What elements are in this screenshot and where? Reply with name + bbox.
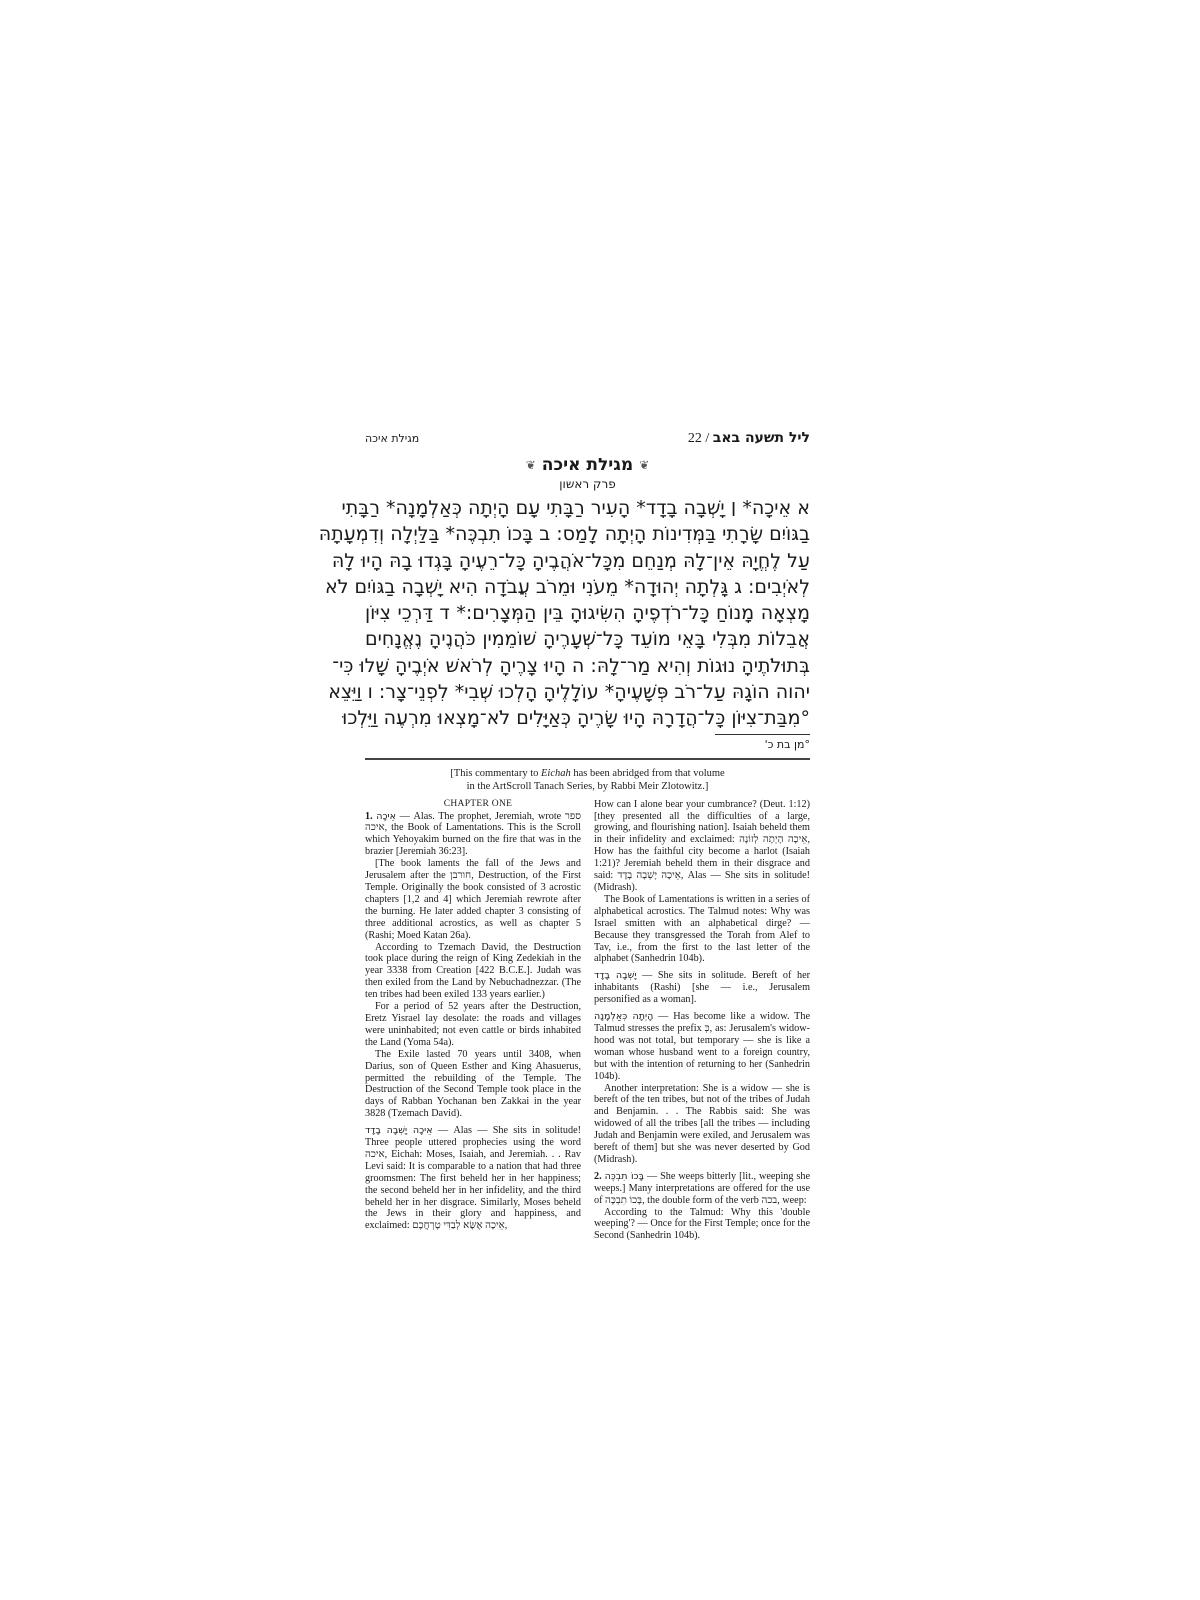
abridgement-text: [This commentary to — [450, 767, 541, 779]
page-separator: / — [701, 431, 713, 446]
document-page — [318, 430, 811, 1242]
abridgement-note — [365, 767, 810, 793]
running-head — [365, 430, 810, 452]
footnote-divider — [715, 734, 810, 735]
commentary-paragraph — [594, 1171, 810, 1207]
hebrew-lemma: אֵיכָה יָשְׁבָה בָדָד — [365, 1125, 433, 1137]
commentary-text: — Alas — She sits in solitude! Three people uttered prophecies using the word איכה, Eichah: Moses, Isaiah, and Jeremiah. . . Rav Levi said: It is comparable to a nation that had three groomsmen: The first beheld her in her happiness; the second beheld her in her infidelity, and the third beheld her in her disgrace. Similarly, Moses beheld the Jews in their glory and happiness, and exclaimed: אֵיכָה אֶשָּׂא לְבַדִּי טָרְחֲכֶם, — [365, 1125, 581, 1232]
commentary-paragraph: The Book of Lamentations is written in a series of alphabetical acrostics. The Talmud notes: Why was Israel smitten with an alphabetical dirge? — Because they transgressed the Torah from Alef to Tav, i.e., from the first to the last letter of the alphabet (Sanhedrin 104b). — [594, 893, 810, 965]
running-head-left-title: מגילת איכה — [365, 432, 420, 445]
verse-number: 2. — [594, 1170, 605, 1182]
title-block — [365, 455, 810, 491]
ornament-icon: ❦ — [525, 458, 536, 472]
verse-line: לְאֹיְבִים: ג גָּלְתָה יְהוּדָה* מֵעֹנִי וּמֵרֹב עֲבֹדָה הִיא יָשְׁבָה בַגּוֹיִם לֹא — [325, 575, 810, 598]
hebrew-lemma: בָּכוֹ תִבְכֶּה — [604, 1170, 645, 1182]
book-title — [526, 455, 650, 475]
ornament-icon: ❦ — [639, 458, 650, 472]
commentary-left-column — [365, 799, 581, 1243]
masorah-note: °מן בת כ' — [764, 737, 810, 751]
hebrew-lemma: יָשְׁבָה בָדָד — [594, 970, 637, 982]
hebrew-lemma: הָיְתָה כְּאַלְמָנָה — [594, 1011, 654, 1023]
commentary-text: — Has become like a widow. The Talmud stresses the prefix כְּ, as: Jerusalem's widow-hood was not total, but temporary — she is like a woman whose husband went to a foreign country, but with the intention of returning to her (Sanhedrin 104b). — [594, 1011, 810, 1082]
chapter-title: פרק ראשון — [559, 477, 616, 491]
verse-line: °מִבַּת־צִיּוֹן כָּל־הֲדָרָהּ הָיוּ שָׂרֶיהָ כְּאַיָּלִים לֹא־מָצְאוּ מִרְעֶה וַיֵּלְכוּ — [342, 707, 810, 730]
commentary-paragraph: According to the Talmud: Why this 'double weeping'? — Once for the First Temple; once for the Second (Sanhedrin 104b). — [594, 1206, 810, 1242]
commentary-paragraph: According to Tzemach David, the Destruction took place during the reign of King Zedekiah in the year 3338 from Creation [422 B.C.E.]. Judah was then exiled from the Land by Nebuchadnezzar. (The ten tribes had been exiled 133 years earlier.) — [365, 941, 581, 1001]
commentary-columns — [365, 799, 810, 1243]
abridgement-text: in the ArtScroll Tanach Series, by Rabbi Meir Zlotowitz.] — [466, 780, 709, 792]
commentary-paragraph: [The book laments the fall of the Jews and Jerusalem after the חורבן, Destruction, of the First Temple. Originally the book consisted of 3 acrostic chapters [1,2 and 4] which Jeremiah rewrote after the burning. He later added chapter 3 consisting of three additional acrostics, as well as chapter 5 (Rashi; Moed Katan 26a). — [365, 858, 581, 941]
running-head-right-title: ליל תשעה באב — [712, 430, 810, 446]
verse-line: אֲבֵלוֹת מִבְּלִי בָּאֵי מוֹעֵד כָּל־שְׁעָרֶיהָ שׁוֹמֵמִין כֹּהֲנֶיהָ נֶאֱנָחִים — [365, 628, 810, 651]
book-title-text: מגילת איכה — [541, 455, 634, 475]
running-head-right — [688, 430, 810, 447]
hebrew-verse-text — [318, 495, 810, 732]
hebrew-lemma: אֵיכָה — [376, 810, 397, 822]
commentary-paragraph — [365, 1125, 581, 1232]
verse-line: מָצְאָה מָנוֹחַ כָּל־רֹדְפֶיהָ הִשִּׂיגוּהָ בֵּין הַמְּצָרִים:* ד דַּרְכֵי צִיּוֹן — [365, 602, 810, 625]
section-divider — [365, 758, 810, 760]
verse-number: 1. — [365, 810, 377, 822]
commentary-paragraph: For a period of 52 years after the Destruction, Eretz Yisrael lay desolate: the roads and villages were uninhabited; not even cattle or birds inhabited the Land (Yoma 54a). — [365, 1001, 581, 1048]
commentary-paragraph: Another interpretation: She is a widow — she is bereft of the ten tribes, but not of the tribes of Judah and Benjamin. . . The Rabbis said: She was widowed of all the tribes [all the tribes — including Judah and Benjamin were exiled, and Jerusalem was bereft of them] but she was never deserted by God (Midrash). — [594, 1082, 810, 1165]
verse-line: בְּתוּלֹתֶיהָ נוּגוֹת וְהִיא מַר־לָהּ: ה הָיוּ צָרֶיהָ לְרֹאשׁ אֹיְבֶיהָ שָׁלוּ כִּי־ — [332, 654, 810, 677]
commentary-paragraph — [365, 811, 581, 859]
commentary-right-column — [594, 799, 810, 1243]
verse-line: עַל לֶחֱיָהּ אֵין־לָהּ מְנַחֵם מִכָּל־אֹהֲבֶיהָ כָּל־רֵעֶיהָ בָּגְדוּ בָהּ הָיוּ לָהּ — [331, 549, 810, 572]
abridgement-emphasis: Eichah — [540, 767, 571, 779]
verse-line: יהוה הוֹגָהּ עַל־רֹב פְּשָׁעֶיהָ* עוֹלָלֶיהָ הָלְכוּ שְׁבִי* לִפְנֵי־צָר: ו וַיֵּצֵא — [328, 681, 810, 704]
commentary-text: — Alas. The prophet, Jeremiah, wrote ספר איכה, the Book of Lamentations. This is the Scroll which Yehoyakim burned on the fire that was in the brazier [Jeremiah 36:23]. — [365, 810, 581, 858]
commentary-text: — She weeps bitterly [lit., weeping she weeps.] Many interpretations are offered for the use of בָּכוֹ תִבְכֶּה, the double form of the verb בכה, weep: — [594, 1170, 811, 1206]
commentary-paragraph: The Exile lasted 70 years until 3408, when Darius, son of Queen Esther and King Ahasuerus, permitted the rebuilding of the Temple. The Destruction of the Second Temple took place in the days of Rabban Yochanan ben Zakkai in the year 3828 (Tzemach David). — [365, 1048, 581, 1120]
commentary-paragraph — [594, 970, 810, 1006]
commentary-paragraph: How can I alone bear your cumbrance? (Deut. 1:12) [they presented all the difficulties of a large, growing, and flourishing nation]. Isaiah beheld them in their infidelity and exclaimed: אֵיכָה הָיְתָה לְזוֹנָה, How has the faithful city become a harlot (Isaiah 1:21)? Jeremiah beheld them in their disgrace and said: אֵיכָה יָשְׁבָה בָדָד, Alas — She sits in solitude! (Midrash). — [594, 798, 810, 894]
abridgement-text: has been abridged from that volume — [570, 767, 725, 779]
verse-line: א אֵיכָה* ׀ יָשְׁבָה בָדָד* הָעִיר רַבָּתִי עָם הָיְתָה כְּאַלְמָנָה* רַבָּתִי — [341, 497, 810, 519]
commentary-paragraph — [594, 1011, 810, 1082]
verse-line: בַגּוֹיִם שָׂרָתִי בַּמְּדִינוֹת הָיְתָה לָמַס: ב בָּכוֹ תִבְכֶּה* בַּלַּיְלָה וְדִמְעָתָהּ — [318, 523, 810, 546]
page-number: 22 — [687, 431, 702, 446]
commentary-chapter-heading: CHAPTER ONE — [443, 798, 513, 809]
commentary-text: — She sits in solitude. Bereft of her inhabitants (Rashi) [she — i.e., Jerusalem personified as a woman]. — [594, 970, 810, 1006]
